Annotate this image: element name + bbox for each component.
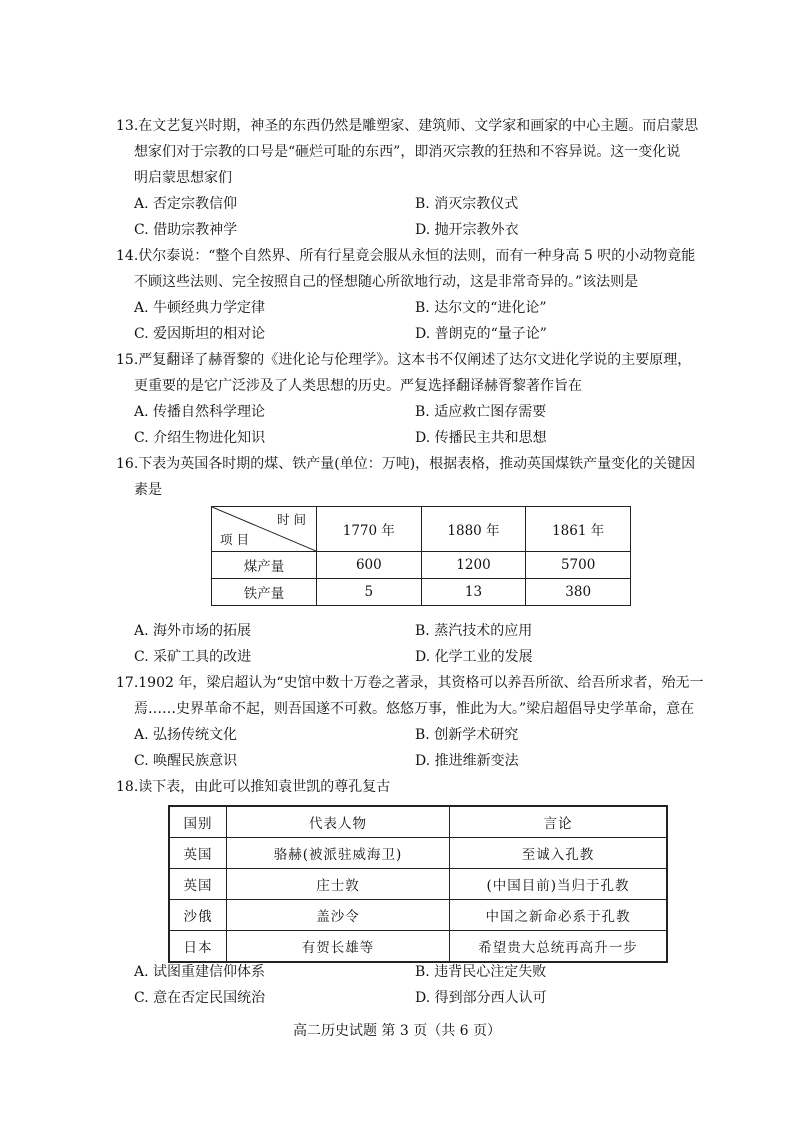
table-cell: 庄士敦 [227, 869, 450, 900]
q17-stem-line-1: 17.1902 年，梁启超认为“史馆中数十万卷之著录，其资格可以养吾所欲、给吾所求者，殆无一 [116, 675, 704, 691]
table-cell: 中国之新命必系于孔教 [450, 900, 668, 931]
table-cell: 13 [421, 579, 526, 606]
table-header-row [169, 806, 667, 838]
confucianism-remarks-table [168, 805, 668, 963]
q15-option-d: D. 传播民主共和思想 [415, 430, 547, 446]
q15-option-c: C. 介绍生物进化知识 [134, 430, 266, 446]
q17-option-c: C. 唤醒民族意识 [134, 753, 238, 769]
table-cell: 希望贵大总统再高升一步 [450, 931, 668, 963]
q18-stem-line-1: 18.读下表，由此可以推知袁世凯的尊孔复古 [116, 779, 391, 795]
coal-iron-output-table [211, 506, 631, 606]
column-header: 国别 [169, 806, 227, 838]
q18-option-d: D. 得到部分西人认可 [415, 990, 547, 1006]
table-cell: 日本 [169, 931, 227, 963]
q14-stem-line-2: 不顾这些法则、完全按照自己的怪想随心所欲地行动，这是非常奇异的。”该法则是 [134, 274, 639, 290]
q14-option-a: A. 牛顿经典力学定律 [134, 300, 266, 316]
q16-stem-line-1: 16.下表为英国各时期的煤、铁产量(单位：万吨)，根据表格，推动英国煤铁产量变化的关键因 [116, 456, 696, 472]
q16-stem-line-2: 素是 [134, 482, 162, 498]
q16-option-a: A. 海外市场的拓展 [134, 623, 252, 639]
row-label: 铁产量 [212, 579, 317, 606]
page-footer: 高二历史试题 第 3 页（共 6 页） [292, 1023, 502, 1039]
q17-option-b: B. 创新学术研究 [415, 727, 519, 743]
column-header: 代表人物 [227, 806, 450, 838]
table-cell: 有贺长雄等 [227, 931, 450, 963]
corner-header-item: 项 目 [220, 532, 249, 547]
q13-stem-line-2: 想家们对于宗教的口号是“砸烂可耻的东西”，即消灭宗教的狂热和不容异说。这一变化说 [134, 144, 681, 160]
q16-option-c: C. 采矿工具的改进 [134, 649, 252, 665]
corner-header-time: 时 间 [277, 512, 306, 527]
table-row [212, 579, 631, 606]
q14-option-c: C. 爱因斯坦的相对论 [134, 326, 266, 342]
q14-option-b: B. 达尔文的“进化论” [415, 300, 547, 316]
q18-option-b: B. 违背民心注定失败 [415, 964, 547, 980]
table-cell: 骆赫(被派驻威海卫) [227, 838, 450, 869]
q15-option-b: B. 适应救亡图存需要 [415, 404, 547, 420]
q17-option-a: A. 弘扬传统文化 [134, 727, 238, 743]
table-row [212, 552, 631, 579]
q13-option-a: A. 否定宗教信仰 [134, 196, 238, 212]
table-cell: 600 [317, 552, 422, 579]
year-header: 1770 年 [317, 507, 422, 552]
q18-option-c: C. 意在否定民国统治 [134, 990, 266, 1006]
q14-stem-line-1: 14.伏尔泰说：“整个自然界、所有行星竟会服从永恒的法则，而有一种身高 5 呎的小动物竟能 [116, 248, 696, 264]
q15-option-a: A. 传播自然科学理论 [134, 404, 266, 420]
q16-option-b: B. 蒸汽技术的应用 [415, 623, 533, 639]
table-row [169, 931, 667, 963]
table-cell: 380 [526, 579, 631, 606]
table-corner-cell [212, 507, 317, 552]
table-cell: 1200 [421, 552, 526, 579]
q15-stem-line-2: 更重要的是它广泛涉及了人类思想的历史。严复选择翻译赫胥黎著作旨在 [134, 378, 582, 394]
table-cell: 5 [317, 579, 422, 606]
q18-option-a: A. 试图重建信仰体系 [134, 964, 266, 980]
table-cell: 沙俄 [169, 900, 227, 931]
table-cell: 5700 [526, 552, 631, 579]
table-cell: (中国目前)当归于孔教 [450, 869, 668, 900]
table-cell: 至诚入孔教 [450, 838, 668, 869]
q17-stem-line-2: 焉……史界革命不起，则吾国遂不可救。悠悠万事，惟此为大。”梁启超倡导史学革命，意在 [134, 701, 695, 717]
row-label: 煤产量 [212, 552, 317, 579]
table-row [169, 900, 667, 931]
year-header: 1880 年 [421, 507, 526, 552]
table-cell: 英国 [169, 869, 227, 900]
q14-option-d: D. 普朗克的“量子论” [415, 326, 547, 342]
column-header: 言论 [450, 806, 668, 838]
q13-stem-line-3: 明启蒙思想家们 [134, 170, 232, 186]
table-row [169, 869, 667, 900]
table-cell: 英国 [169, 838, 227, 869]
q17-option-d: D. 推进维新变法 [415, 753, 519, 769]
table-cell: 盖沙令 [227, 900, 450, 931]
q16-option-d: D. 化学工业的发展 [415, 649, 533, 665]
q15-stem-line-1: 15.严复翻译了赫胥黎的《进化论与伦理学》。这本书不仅阐述了达尔文进化学说的主要原理， [116, 352, 692, 368]
q13-stem-line-1: 13.在文艺复兴时期，神圣的东西仍然是雕塑家、建筑师、文学家和画家的中心主题。而启蒙思 [116, 118, 699, 134]
q13-option-d: D. 抛开宗教外衣 [415, 222, 519, 238]
q13-option-b: B. 消灭宗教仪式 [415, 196, 519, 212]
table-row [169, 838, 667, 869]
q13-option-c: C. 借助宗教神学 [134, 222, 238, 238]
year-header: 1861 年 [526, 507, 631, 552]
